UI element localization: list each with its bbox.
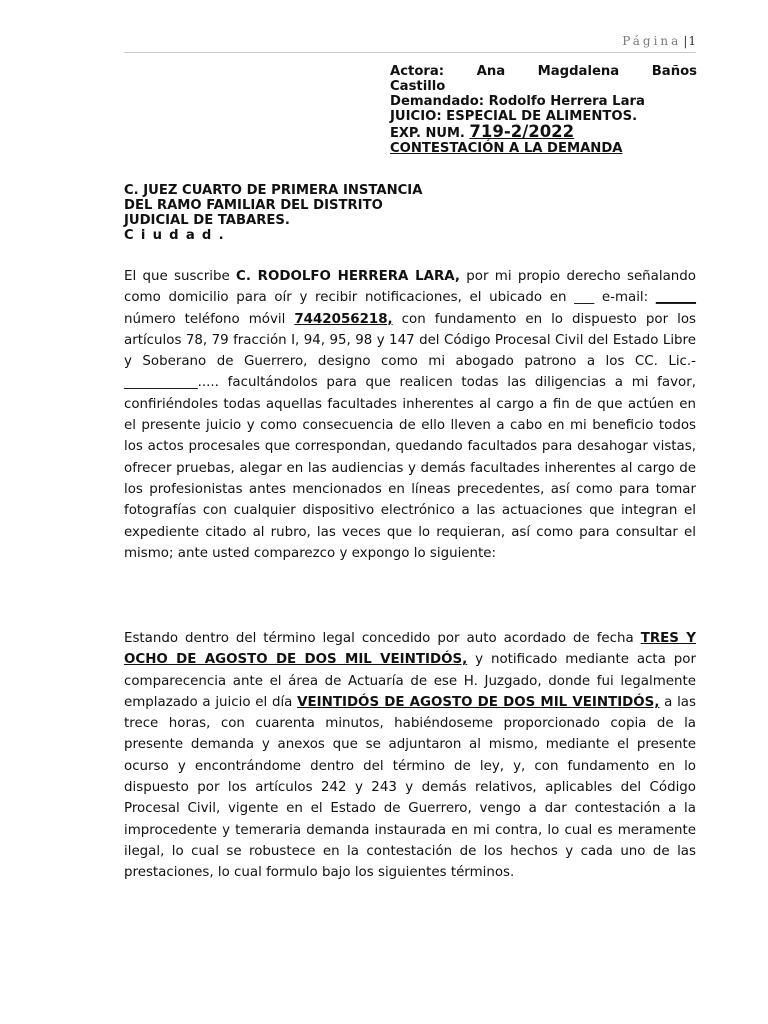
- expediente-line: [390, 124, 697, 141]
- juicio-line: JUICIO: ESPECIAL DE ALIMENTOS.: [390, 109, 638, 124]
- page-header: [124, 34, 696, 53]
- addressee-city: Ciudad.: [124, 228, 231, 243]
- page-separator: |: [683, 34, 688, 48]
- page-number: 1: [688, 34, 696, 48]
- auto-date: TRES Y OCHO DE AGOSTO DE DOS MIL VEINTIDÓS,: [124, 631, 696, 668]
- case-caption: [390, 64, 697, 156]
- email-blank: ______: [655, 290, 696, 306]
- page-label: Página: [622, 34, 682, 48]
- addressee-block: [124, 183, 524, 243]
- body-paragraph-2: [124, 628, 696, 884]
- addressee-line: C. JUEZ CUARTO DE PRIMERA INSTANCIA: [124, 183, 423, 198]
- text-run: Estando dentro del término legal concedido por auto acordado de fecha: [124, 631, 641, 646]
- emplazamiento-date: VEINTIDÓS DE AGOSTO DE DOS MIL VEINTIDÓS,: [297, 694, 660, 710]
- text-run: número teléfono móvil: [124, 311, 295, 327]
- actora-line-continued: Castillo: [390, 79, 446, 94]
- body-paragraph-1: [124, 266, 696, 564]
- expediente-number: 719-2/2022: [469, 122, 575, 141]
- addressee-line: DEL RAMO FAMILIAR DEL DISTRITO: [124, 198, 383, 213]
- text-run: y notificado mediante acta por comparecencia ante el área de Actuaría de ese H. Juzgado, donde fui legalmente emplazado a juicio el día: [124, 652, 696, 710]
- text-run: a las trece horas, con cuarenta minutos, habiéndoseme proporcionado copia de la presente demanda y anexos que se adjuntaron al mismo, mediante el presente ocurso y encontrándome dentro del término de ley, y, con fundamento en lo dispuesto por los artículos 242 y 243 y demás relativos, aplicables del Código Procesal Civil, vigente en el Estado de Guerrero, vengo a dar contestación a la improcedente y temeraria demanda instaurada en mi contra, lo cual es meramente ilegal, lo cual se robustece en la contestación de los hechos y cada uno de las prestaciones, lo cual formulo bajo los siguientes términos.: [124, 694, 696, 881]
- addressee-line: JUDICIAL DE TABARES.: [124, 213, 290, 228]
- text-run: con fundamento en lo dispuesto por los artículos 78, 79 fracción I, 94, 95, 98 y 147 del Código Procesal Civil del Estado Libre y Soberano de Guerrero, designo como mi abogado patrono a los CC. Lic.- ___________..... facultándolos para que realicen todas las diligencias a mi favor, confiriéndoles todas aquellas facultades inherentes al cargo a fin de que actúen en el presente juicio y como consecuencia de ello lleven a cabo en mi beneficio todos los actos procesales que correspondan, quedando facultados para desahogar vistas, ofrecer pruebas, alegar en las audiencias y demás facultades inherentes al cargo de los profesionistas antes mencionados en líneas precedentes, así como para tomar fotografías con cualquier dispositivo electrónico a las actuaciones que integran el expediente citado al rubro, las veces que lo requieran, así como para consultar el mismo; ante usted comparezco y expongo lo siguiente:: [124, 311, 696, 561]
- actora-line: Actora: Ana Magdalena Baños: [390, 64, 697, 79]
- text-run: El que suscribe: [124, 269, 237, 284]
- text-run: por mi propio derecho señalando como domicilio para oír y recibir notificaciones, el ubicado en ___ e-mail:: [124, 269, 696, 306]
- demandado-line: Demandado: Rodolfo Herrera Lara: [390, 94, 645, 109]
- defendant-name: C. RODOLFO HERRERA LARA,: [236, 269, 461, 284]
- expediente-label: EXP. NUM.: [390, 126, 465, 141]
- document-title: CONTESTACIÓN A LA DEMANDA: [390, 141, 623, 156]
- phone-number: 7442056218,: [294, 311, 393, 327]
